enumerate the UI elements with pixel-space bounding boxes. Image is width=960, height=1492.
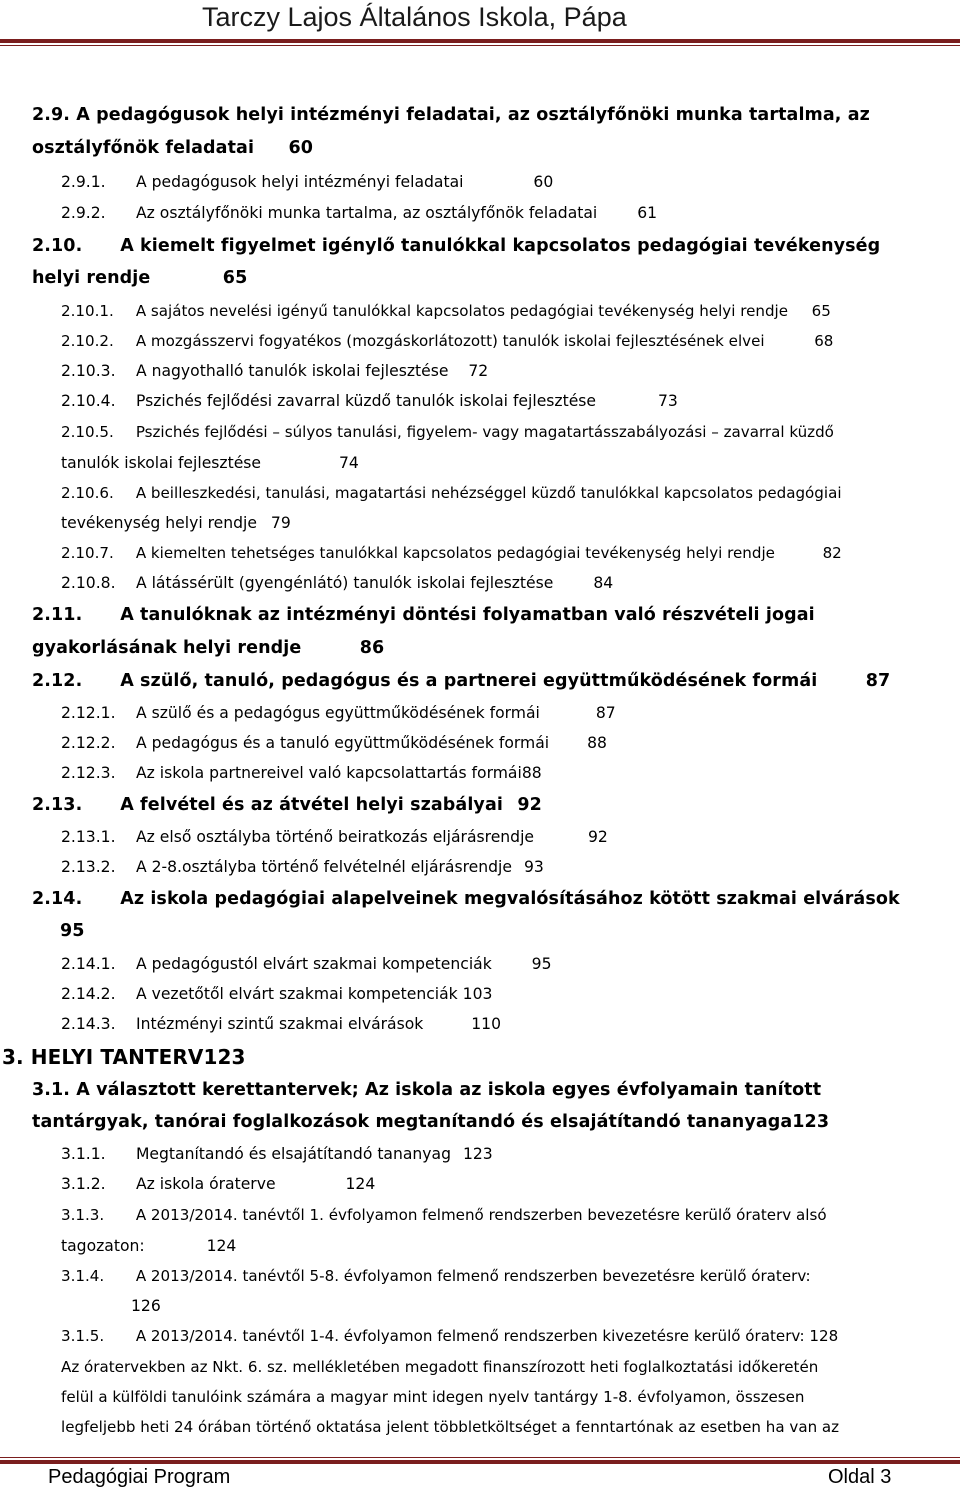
toc-entry-3-1-5[interactable] bbox=[61, 1321, 838, 1351]
toc-entry-title: A beilleszkedési, tanulási, magatartási nehézséggel küzdő tanulókkal kapcsolatos pedagógiai bbox=[135, 484, 842, 502]
toc-entry-title: Az iskola óraterve bbox=[135, 1175, 276, 1193]
toc-entry-title: Az iskola partnereivel való kapcsolattartás formái bbox=[135, 764, 522, 782]
toc-entry-number: 2.10.1. bbox=[61, 302, 114, 320]
toc-entry-number: 2.14.1. bbox=[61, 955, 116, 973]
toc-entry-page: 65 bbox=[811, 302, 831, 320]
toc-entry-2-10-cont[interactable] bbox=[32, 263, 247, 293]
toc-entry-number: 3.1.5. bbox=[61, 1327, 105, 1345]
toc-entry-page: 103 bbox=[462, 985, 493, 1003]
body-text-line-1: Az óratervekben az Nkt. 6. sz. mellékletében megadott finanszírozott heti foglalkoztatási időkeretén bbox=[61, 1358, 819, 1376]
toc-entry-2-10-5-cont[interactable] bbox=[61, 448, 359, 478]
toc-entry-2-10-3[interactable] bbox=[61, 356, 488, 386]
toc-entry-number: 2.9.1. bbox=[61, 173, 106, 191]
toc-entry-2-12-2[interactable] bbox=[61, 728, 607, 758]
toc-entry-title: A pedagógusok helyi intézményi feladatai, az osztályfőnöki munka tartalma, az bbox=[76, 105, 870, 125]
toc-entry-page: 84 bbox=[593, 574, 614, 592]
toc-entry-3-1-cont[interactable] bbox=[32, 1107, 829, 1137]
toc-entry-title: A kiemelt figyelmet igénylő tanulókkal kapcsolatos pedagógiai tevékenység bbox=[120, 236, 881, 256]
toc-entry-number: 3. bbox=[2, 1045, 24, 1069]
toc-entry-page: 124 bbox=[206, 1237, 237, 1255]
body-text-line-3: legfeljebb heti 24 órában történő oktatása jelent többletköltséget a fenntartónak az esetben ha van az bbox=[61, 1418, 840, 1436]
toc-entry-page: 74 bbox=[338, 454, 359, 472]
toc-entry-3-1-1[interactable] bbox=[61, 1139, 493, 1169]
toc-entry-title: Az osztályfőnöki munka tartalma, az osztályfőnök feladatai bbox=[135, 204, 598, 222]
toc-entry-title: A pedagógusok helyi intézményi feladatai bbox=[135, 173, 464, 191]
toc-entry-number: 3.1.3. bbox=[61, 1206, 105, 1224]
toc-entry-number: 2.12. bbox=[32, 671, 83, 691]
toc-entry-title-cont: tagozaton: bbox=[61, 1237, 145, 1255]
toc-entry-3-1-3[interactable] bbox=[61, 1200, 827, 1230]
toc-entry-number: 2.13.1. bbox=[61, 828, 116, 846]
toc-entry-title-cont: gyakorlásának helyi rendje bbox=[32, 638, 302, 658]
toc-entry-3-1-3-cont[interactable] bbox=[61, 1231, 236, 1261]
toc-entry-number: 2.14.2. bbox=[61, 985, 116, 1003]
toc-entry-page: 92 bbox=[587, 828, 608, 846]
toc-entry-page: 82 bbox=[822, 544, 842, 562]
toc-entry-page: 126 bbox=[131, 1297, 161, 1315]
toc-entry-2-10-2[interactable] bbox=[61, 326, 833, 356]
toc-entry-title: A tanulóknak az intézményi döntési folyamatban való részvételi jogai bbox=[120, 605, 815, 625]
toc-entry-page: 79 bbox=[270, 514, 291, 532]
toc-entry-number: 2.10.2. bbox=[61, 332, 114, 350]
toc-entry-page: 60 bbox=[288, 138, 314, 158]
toc-entry-page: 95 bbox=[60, 921, 85, 941]
toc-entry-number: 2.10.5. bbox=[61, 423, 114, 441]
toc-entry-2-14-3[interactable] bbox=[61, 1009, 501, 1039]
toc-entry-2-9[interactable] bbox=[32, 100, 870, 130]
toc-entry-page: 93 bbox=[523, 858, 544, 876]
toc-entry-title: Pszichés fejlődési zavarral küzdő tanulók iskolai fejlesztése bbox=[135, 392, 597, 410]
toc-entry-page: 65 bbox=[222, 268, 248, 288]
toc-entry-3-1-4[interactable] bbox=[61, 1261, 811, 1291]
toc-entry-page: 88 bbox=[587, 734, 607, 752]
toc-entry-2-10-7[interactable] bbox=[61, 538, 842, 568]
toc-entry-number: 3.1. bbox=[32, 1080, 71, 1100]
toc-entry-number: 2.10.8. bbox=[61, 574, 116, 592]
toc-entry-page: 92 bbox=[517, 795, 542, 815]
toc-entry-2-14[interactable] bbox=[32, 884, 900, 914]
toc-entry-2-10-8[interactable] bbox=[61, 568, 613, 598]
toc-entry-2-10-6[interactable] bbox=[61, 478, 842, 508]
footer-document-title: Pedagógiai Program bbox=[48, 1466, 231, 1488]
toc-entry-title: A sajátos nevelési igényű tanulókkal kapcsolatos pedagógiai tevékenység helyi rendje bbox=[135, 302, 789, 320]
toc-entry-page: 86 bbox=[359, 638, 385, 658]
toc-entry-2-14-2[interactable] bbox=[61, 979, 492, 1009]
toc-entry-page: 72 bbox=[468, 362, 489, 380]
toc-entry-title: A látássérült (gyengénlátó) tanulók iskolai fejlesztése bbox=[135, 574, 554, 592]
toc-entry-title: A szülő és a pedagógus együttműködésének formái bbox=[135, 704, 540, 722]
toc-entry-number: 2.13. bbox=[32, 795, 83, 815]
toc-entry-title: A szülő, tanuló, pedagógus és a partnerei együttműködésének formái bbox=[120, 671, 818, 691]
toc-entry-page: 87 bbox=[865, 671, 891, 691]
toc-entry-2-13-1[interactable] bbox=[61, 822, 608, 852]
toc-entry-number: 2.9. bbox=[32, 105, 71, 125]
toc-entry-number: 2.10.6. bbox=[61, 484, 114, 502]
toc-entry-3-1[interactable] bbox=[32, 1075, 821, 1105]
toc-entry-title: Az iskola pedagógiai alapelveinek megvalósításához kötött szakmai elvárások bbox=[120, 889, 900, 909]
toc-entry-title: A kiemelten tehetséges tanulókkal kapcsolatos pedagógiai tevékenység helyi rendje bbox=[135, 544, 775, 562]
toc-entry-title: Az első osztályba történő beiratkozás eljárásrendje bbox=[135, 828, 534, 846]
toc-entry-2-14-1[interactable] bbox=[61, 949, 552, 979]
toc-entry-page: 73 bbox=[657, 392, 678, 410]
toc-entry-page: 128 bbox=[809, 1327, 839, 1345]
toc-entry-title: HELYI TANTERV bbox=[30, 1045, 204, 1069]
toc-entry-number: 2.13.2. bbox=[61, 858, 116, 876]
footer-page-number: Oldal 3 bbox=[828, 1466, 892, 1488]
toc-entry-2-9-2[interactable] bbox=[61, 198, 657, 228]
toc-entry-2-12-3[interactable] bbox=[61, 758, 542, 788]
toc-entry-2-10-6-cont[interactable] bbox=[61, 508, 291, 538]
toc-entry-2-14-cont[interactable] bbox=[60, 916, 85, 946]
toc-entry-title: Intézményi szintű szakmai elvárások bbox=[135, 1015, 424, 1033]
toc-entry-2-12-1[interactable] bbox=[61, 698, 616, 728]
header-rule bbox=[0, 39, 960, 43]
toc-entry-2-12[interactable] bbox=[32, 666, 890, 696]
toc-entry-number: 3.1.1. bbox=[61, 1145, 106, 1163]
toc-entry-title-cont: tantárgyak, tanórai foglalkozások megtanítandó és elsajátítandó tananyaga bbox=[32, 1112, 793, 1132]
toc-entry-number: 2.10. bbox=[32, 236, 83, 256]
toc-entry-2-10-4[interactable] bbox=[61, 386, 678, 416]
toc-entry-number: 2.10.7. bbox=[61, 544, 114, 562]
toc-entry-page: 95 bbox=[531, 955, 552, 973]
toc-entry-2-13-2[interactable] bbox=[61, 852, 544, 882]
toc-entry-3-1-2[interactable] bbox=[61, 1169, 375, 1199]
toc-entry-title-cont: osztályfőnök feladatai bbox=[32, 138, 255, 158]
toc-entry-title: A mozgásszervi fogyatékos (mozgáskorlátozott) tanulók iskolai fejlesztésének elvei bbox=[135, 332, 765, 350]
toc-entry-number: 2.12.3. bbox=[61, 764, 116, 782]
toc-entry-page: 88 bbox=[521, 764, 542, 782]
toc-entry-page: 87 bbox=[595, 704, 616, 722]
toc-entry-title: A 2013/2014. tanévtől 5-8. évfolyamon felmenő rendszerben bevezetésre kerülő óraterv: bbox=[135, 1267, 811, 1285]
toc-entry-title-cont: helyi rendje bbox=[32, 268, 151, 288]
toc-entry-2-11-cont[interactable] bbox=[32, 633, 384, 663]
toc-entry-number: 2.9.2. bbox=[61, 204, 106, 222]
toc-entry-number: 2.11. bbox=[32, 605, 83, 625]
toc-entry-title: A 2013/2014. tanévtől 1-4. évfolyamon felmenő rendszerben kivezetésre kerülő óraterv: bbox=[135, 1327, 805, 1345]
toc-entry-number: 2.12.2. bbox=[61, 734, 116, 752]
toc-entry-page: 61 bbox=[637, 204, 658, 222]
toc-entry-page: 123 bbox=[792, 1112, 830, 1132]
footer-rule-thin bbox=[0, 1457, 960, 1458]
footer-rule bbox=[0, 1460, 960, 1464]
toc-entry-page: 68 bbox=[814, 332, 834, 350]
header-rule-thin bbox=[0, 45, 960, 46]
toc-entry-number: 2.14. bbox=[32, 889, 83, 909]
toc-entry-title: A pedagógustól elvárt szakmai kompetenciák bbox=[135, 955, 492, 973]
toc-entry-title: A pedagógus és a tanuló együttműködésének formái bbox=[135, 734, 550, 752]
toc-entry-number: 2.12.1. bbox=[61, 704, 116, 722]
toc-entry-3[interactable] bbox=[2, 1042, 246, 1072]
toc-entry-title: A nagyothalló tanulók iskolai fejlesztése bbox=[135, 362, 449, 380]
toc-entry-2-13[interactable] bbox=[32, 790, 542, 820]
toc-entry-title-cont: tanulók iskolai fejlesztése bbox=[61, 454, 262, 472]
toc-entry-page: 123 bbox=[462, 1145, 493, 1163]
toc-entry-3-1-4-cont[interactable] bbox=[131, 1291, 161, 1321]
toc-entry-title: Megtanítandó és elsajátítandó tananyag bbox=[135, 1145, 451, 1163]
toc-entry-page: 124 bbox=[345, 1175, 376, 1193]
toc-entry-2-11[interactable] bbox=[32, 600, 815, 630]
toc-entry-2-9-cont[interactable] bbox=[32, 133, 313, 163]
toc-entry-title: A 2013/2014. tanévtől 1. évfolyamon felmenő rendszerben bevezetésre kerülő óraterv alsó bbox=[135, 1206, 827, 1224]
toc-entry-number: 2.10.4. bbox=[61, 392, 116, 410]
toc-entry-title: A felvétel és az átvétel helyi szabályai bbox=[120, 795, 503, 815]
toc-entry-title: A vezetőtől elvárt szakmai kompetenciák bbox=[135, 985, 458, 1003]
toc-entry-number: 2.10.3. bbox=[61, 362, 116, 380]
toc-entry-title: Pszichés fejlődési – súlyos tanulási, figyelem- vagy magatartásszabályozási – zavarral küzdő bbox=[135, 423, 834, 441]
toc-entry-2-9-1[interactable] bbox=[61, 167, 553, 197]
header-title: Tarczy Lajos Általános Iskola, Pápa bbox=[202, 2, 627, 32]
toc-entry-number: 2.14.3. bbox=[61, 1015, 116, 1033]
page-footer bbox=[0, 1450, 960, 1492]
toc-entry-title: A választott kerettantervek; Az iskola az iskola egyes évfolyamain tanított bbox=[76, 1080, 822, 1100]
toc-entry-page: 123 bbox=[203, 1045, 246, 1069]
body-text-line-2: felül a külföldi tanulóink számára a magyar mint idegen nyelv tantárgy 1-8. évfolyamon, összesen bbox=[61, 1388, 805, 1406]
toc-entry-2-10-5[interactable] bbox=[61, 417, 834, 447]
page-header bbox=[0, 0, 960, 40]
toc-entry-title-cont: tevékenység helyi rendje bbox=[61, 514, 257, 532]
toc-entry-number: 3.1.4. bbox=[61, 1267, 105, 1285]
toc-entry-page: 110 bbox=[471, 1015, 502, 1033]
toc-entry-number: 3.1.2. bbox=[61, 1175, 106, 1193]
toc-entry-2-10[interactable] bbox=[32, 231, 880, 261]
toc-entry-title: A 2-8.osztályba történő felvételnél eljárásrendje bbox=[135, 858, 512, 876]
toc-entry-page: 60 bbox=[533, 173, 554, 191]
toc-entry-2-10-1[interactable] bbox=[61, 296, 831, 326]
